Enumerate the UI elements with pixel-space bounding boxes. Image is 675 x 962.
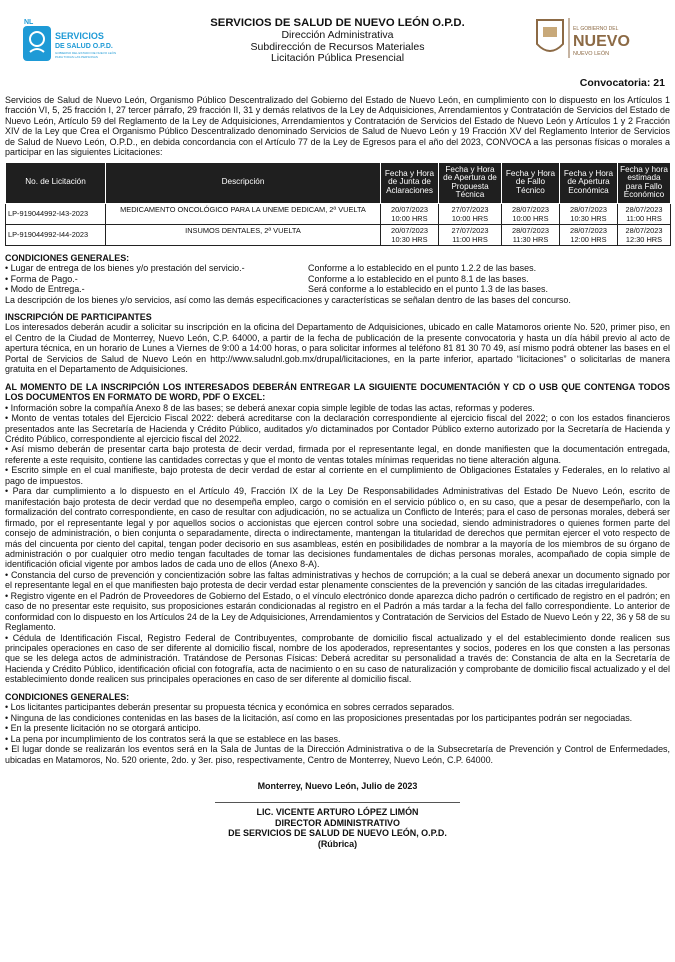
time: 10:30 HRS xyxy=(570,213,607,223)
date: 28/07/2023 xyxy=(625,225,663,235)
date: 28/07/2023 xyxy=(570,225,607,235)
condition2-item: • La pena por incumplimiento de los contratos será la que se establece en las bases. xyxy=(5,733,341,744)
date: 27/07/2023 xyxy=(451,225,489,235)
cell-date xyxy=(439,203,502,224)
cell-date xyxy=(381,203,439,224)
document-item: • Constancia del curso de prevención y concientización sobre las faltas administrativas y hechos de corrupción; a la cual se deberá anexar un documento signado por el representante legal en el que manifiesten bajo protesta de decir verdad estar plenamente conscientes de la prevención y sanción de las citadas irregularidades. xyxy=(5,569,670,591)
signer-title: DIRECTOR ADMINISTRATIVO xyxy=(275,817,400,828)
condition-row xyxy=(5,274,670,284)
date: 28/07/2023 xyxy=(570,204,607,214)
col-header: Fecha y Hora de Apertura de Propuesta Técnica xyxy=(439,162,502,203)
subdirection-name: Subdirección de Recursos Materiales xyxy=(250,40,425,53)
conditions2-title: CONDICIONES GENERALES: xyxy=(5,691,130,702)
cell-licitacion: LP-919044992-I44-2023 xyxy=(6,224,106,245)
time: 10:30 HRS xyxy=(391,234,428,244)
cell-licitacion: LP-919044992-I43-2023 xyxy=(6,203,106,224)
signature-line xyxy=(215,802,460,803)
date: 28/07/2023 xyxy=(625,204,663,214)
cell-date xyxy=(560,224,618,245)
document-item: • Registro vigente en el Padrón de Proveedores de Gobierno del Estado, o el vínculo electrónico donde aparezca dicho padrón o certificado de registro en el padrón; en caso de no presentar este requisito, sus proposiciones estarán condicionadas al registro en el Padrón a más tardar a la fecha del fallo correspondiente. Lo anterior de conformidad con lo dispuesto en los Artículos 24 de la Ley de Adquisiciones, Arrendamientos y Contratación de Servicios del Estado de Nuevo León y 22, 36 y 58 de su Reglamento. xyxy=(5,590,670,633)
time: 10:00 HRS xyxy=(391,213,428,223)
tender-type: Licitación Pública Presencial xyxy=(270,52,405,64)
cell-date xyxy=(502,203,560,224)
document-header xyxy=(150,17,525,65)
time: 10:00 HRS xyxy=(512,213,549,223)
date: 20/07/2023 xyxy=(391,204,428,214)
logo-salud-text: DE SALUD O.P.D. xyxy=(55,43,113,50)
condition2-item: • Los licitantes participantes deberán presentar su propuesta técnica y económica en sobres cerrados separados. xyxy=(5,702,455,713)
table-header-row xyxy=(6,162,671,203)
right-logo-bottom: NUEVO LEÓN xyxy=(573,51,610,57)
place-date: Monterrey, Nuevo León, Julio de 2023 xyxy=(257,781,418,792)
document-item: • Información sobre la compañía Anexo 8 de las bases; se deberá anexar copia simple legible de todas las actas, reformas y poderes. xyxy=(5,402,535,413)
conditions-title: CONDICIONES GENERALES: xyxy=(5,252,130,263)
condition-value: Conforme a lo establecido en el punto 8.1 de las bases. xyxy=(308,273,529,284)
cell-date xyxy=(618,224,671,245)
condition-value: Conforme a lo establecido en el punto 1.2.2 de las bases. xyxy=(308,263,537,274)
col-header: Fecha y hora estimada para Fallo Económico xyxy=(618,162,671,203)
date: 20/07/2023 xyxy=(391,225,428,235)
time: 12:30 HRS xyxy=(625,234,663,244)
document-item: • Monto de ventas totales del Ejercicio Fiscal 2022: deberá acreditarse con la declaración correspondiente al ejercicio fiscal del 2022; o con los estados financieros presentados ante las Secretaría de Hacienda y Crédito Público, auditados y/o dictaminados por Contador Público externo autorizado por la Secretaría de Hacienda y Crédito Público, correspondiente al ejercicio fiscal del 2022. xyxy=(5,413,670,444)
col-header: Descripción xyxy=(106,162,381,203)
org-name: SERVICIOS DE SALUD DE NUEVO LEÓN O.P.D. xyxy=(210,17,465,29)
inscription-title: INSCRIPCIÓN DE PARTICIPANTES xyxy=(5,311,152,322)
direction-name: Dirección Administrativa xyxy=(281,29,394,41)
condition-row xyxy=(5,263,670,273)
date: 27/07/2023 xyxy=(451,204,489,214)
logo-servicios-text: SERVICIOS xyxy=(55,31,104,41)
documents-title: AL MOMENTO DE LA INSCRIPCIÓN LOS INTERESADOS DEBERÁN ENTREGAR LA SIGUIENTE DOCUMENTACIÓN Y CD O USB QUE CONTENGA TODOS LOS DOCUMENTOS EN FORMATO DE WORD, PDF O EXCEL: xyxy=(5,381,670,403)
document-item: • Para dar cumplimiento a lo dispuesto en el Artículo 49, Fracción IX de la Ley De Responsabilidades Administrativas del Estado De Nuevo León, escrito de manifestación bajo protesta de decir verdad que no desempeña empleo, cargo o comisión en el servicio público o, en su caso, que a pesar de desempeñarlo, con la formalización del contrato correspondiente, en caso de resultar con adjudicación, no se actualiza un Conflicto de Interés; para el caso de personas morales, deberá ser firmado, por el representante legal y por aquellos socios o accionistas que ejercen control sobre una sociedad, siendo administradores o quienes formen parte del consejo de administración, o bien conjunta o separadamente, directa o indirectamente, mantengan la titularidad de derechos que permitan ejercer el voto respecto de más del cincuenta por ciento del capital, tengan poder decisorio en sus asambleas, estén en posibilidades de nombrar a la mayoría de los miembros de su órgano de administración o por cualquier otro medio tengan facultades de tomar las decisiones fundamentales de dichas personas morales, acompañado de copia simple de identificación oficial vigente por ambos lados de cada uno de ellos (Anexo 8-A). xyxy=(5,486,670,570)
time: 12:00 HRS xyxy=(570,234,607,244)
condition-label: • Lugar de entrega de los bienes y/o prestación del servicio.- xyxy=(5,263,245,274)
document-item: • Escrito simple en el cual manifieste, bajo protesta de decir verdad de estar al corriente en el cumplimiento de Obligaciones Estatales y Federales, en lo relativo al pago de impuestos. xyxy=(5,465,670,486)
nl-salud-logo-icon xyxy=(22,16,142,64)
cell-description: MEDICAMENTO ONCOLÓGICO PARA LA UNEME DEDICAM, 2ª VUELTA xyxy=(106,203,381,224)
table-row xyxy=(6,224,671,245)
time: 11:30 HRS xyxy=(512,234,549,244)
date: 28/07/2023 xyxy=(512,204,549,214)
condition2-item: • El lugar donde se realizarán los eventos será en la Sala de Juntas de la Dirección Administrativa o de la Subsecretaría de Prevención y Control de Enfermedades, ubicadas en Matamoros, No. 520 oriente, 2do. y 3er. piso, respectivamente, Centro de Monterrey, Nuevo León, C.P. 64000. xyxy=(5,744,670,765)
logo-tagline-2: PARA TODAS LAS PERSONAS xyxy=(55,55,98,59)
cell-date xyxy=(502,224,560,245)
tender-table xyxy=(5,162,671,246)
time: 10:00 HRS xyxy=(451,213,489,223)
cell-date xyxy=(381,224,439,245)
col-header: Fecha y Hora de Apertura Económica xyxy=(560,162,618,203)
signer-name: LIC. VICENTE ARTURO LÓPEZ LIMÓN xyxy=(256,807,419,818)
cell-description: INSUMOS DENTALES, 2ª VUELTA xyxy=(106,224,381,245)
rubrica: (Rúbrica) xyxy=(317,838,358,849)
table-row xyxy=(6,203,671,224)
gobierno-nuevo-leon-shield-icon xyxy=(533,14,653,64)
date: 28/07/2023 xyxy=(512,225,549,235)
document-body xyxy=(5,95,670,849)
convocatoria-number: Convocatoria: 21 xyxy=(579,77,665,89)
logo-tagline-1: GOBIERNO DEL ESTADO DE NUEVO LEÓN xyxy=(55,51,117,55)
document-item: • Así mismo deberán de presentar carta bajo protesta de decir verdad, firmada por el representante legal, en donde manifiesten que la documentación entregada, referente a este requisito, contiene las cantidades correctas y que el monto de ventas totales mínimas requeridas no tiene alteración alguna. xyxy=(5,444,670,465)
conditions-note: La descripción de los bienes y/o servicios, así como las demás especificaciones y características se señalan dentro de las bases del concurso. xyxy=(5,294,571,305)
cell-date xyxy=(560,203,618,224)
condition2-item: • En la presente licitación no se otorgará anticipo. xyxy=(5,723,201,734)
cell-date xyxy=(618,203,671,224)
col-header: No. de Licitación xyxy=(6,162,106,203)
inscription-text: Los interesados deberán acudir a solicitar su inscripción en la oficina del Departamento de Adquisiciones, ubicado en calle Matamoros oriente No. 520, primer piso, en el Centro de la Ciudad de Monterrey, Nuevo León, C.P. 64000, a partir de la fecha de publicación de la presente convocatoria y hasta un día hábil previo al acto de apertura técnica, en un horario de Lunes a Viernes de 9:00 a 14:00 horas, o para solicitar informes al teléfono 81 81 30 70 49, así mismo podrá obtener las bases en el Portal de Servicios de Salud de Nuevo León en http://www.saludnl.gob.mx/drupal/licitaciones, en la parte inferior, apartado “licitaciones” o solicitarlas de manera gratuita en el Departamento de Adquisiciones. xyxy=(5,322,670,375)
condition2-item: • Ninguna de las condiciones contenidas en las bases de la licitación, así como en las proposiciones presentadas por los participantes podrán ser negociadas. xyxy=(5,712,633,723)
logo-nl-text: NL xyxy=(24,19,34,26)
condition-row xyxy=(5,284,670,294)
condition-label: • Forma de Pago.- xyxy=(5,273,78,284)
right-logo-small: EL GOBIERNO DEL xyxy=(573,26,619,32)
cell-date xyxy=(439,224,502,245)
time: 11:00 HRS xyxy=(626,213,662,223)
time: 11:00 HRS xyxy=(452,234,488,244)
intro-paragraph: Servicios de Salud de Nuevo León, Organismo Público Descentralizado del Gobierno del Estado de Nuevo León, en cumplimiento con lo dispuesto en los Artículos 1 fracción VI, 5, 25 fracción I, 27 tercer párrafo, 29 fracción II, 31 y demás relativos de la Ley de Adquisiciones, Arrendamientos y Contratación de Servicios del Estado de Nuevo León, Artículo 59 del Reglamento de la Ley de Adquisiciones, Arrendamientos y Contratación de Servicios del Estado de Nuevo León y Artículos 1 y 2 Fracción XIV de la Ley que Crea el Organismo Público Descentralizado denominado Servicios de Salud de Nuevo León y 19 Fracción XV del Reglamento Interior de Servicios de Salud de Nuevo León, O.P.D., en debida concordancia con el Artículo 77 de la Ley de Egresos para el año del 2023, CONVOCA a las personas físicas o morales a participar en las siguientes Licitaciones: xyxy=(5,95,670,158)
right-logo-big: NUEVO xyxy=(573,33,630,50)
col-header: Fecha y Hora de Fallo Técnico xyxy=(502,162,560,203)
signer-org: DE SERVICIOS DE SALUD DE NUEVO LEÓN, O.P.D. xyxy=(228,828,447,839)
col-header: Fecha y Hora de Junta de Aclaraciones xyxy=(381,162,439,203)
condition-value: Será conforme a lo establecido en el punto 1.3 de las bases. xyxy=(308,284,548,295)
condition-label: • Modo de Entrega.- xyxy=(5,284,85,295)
document-item: • Cédula de Identificación Fiscal, Registro Federal de Contribuyentes, comprobante de domicilio fiscal actualizado y el del establecimiento donde realicen sus principales operaciones en caso de ser diferente al domicilio fiscal, nombre de los apoderados, representantes y socios, poderes en los que consten a las personas que se les delega actos de administración. Tratándose de Personas Físicas: Deberá acreditar su personalidad a través de: Constancia de alta en la Secretaría de Hacienda y Crédito Público, identificación oficial con fotografía, acta de nacimiento o en su caso de naturalización y comprobante de domicilio fiscal actualizado y el del establecimiento donde realicen sus principales operaciones en caso de ser diferente al domicilio fiscal. xyxy=(5,632,670,685)
